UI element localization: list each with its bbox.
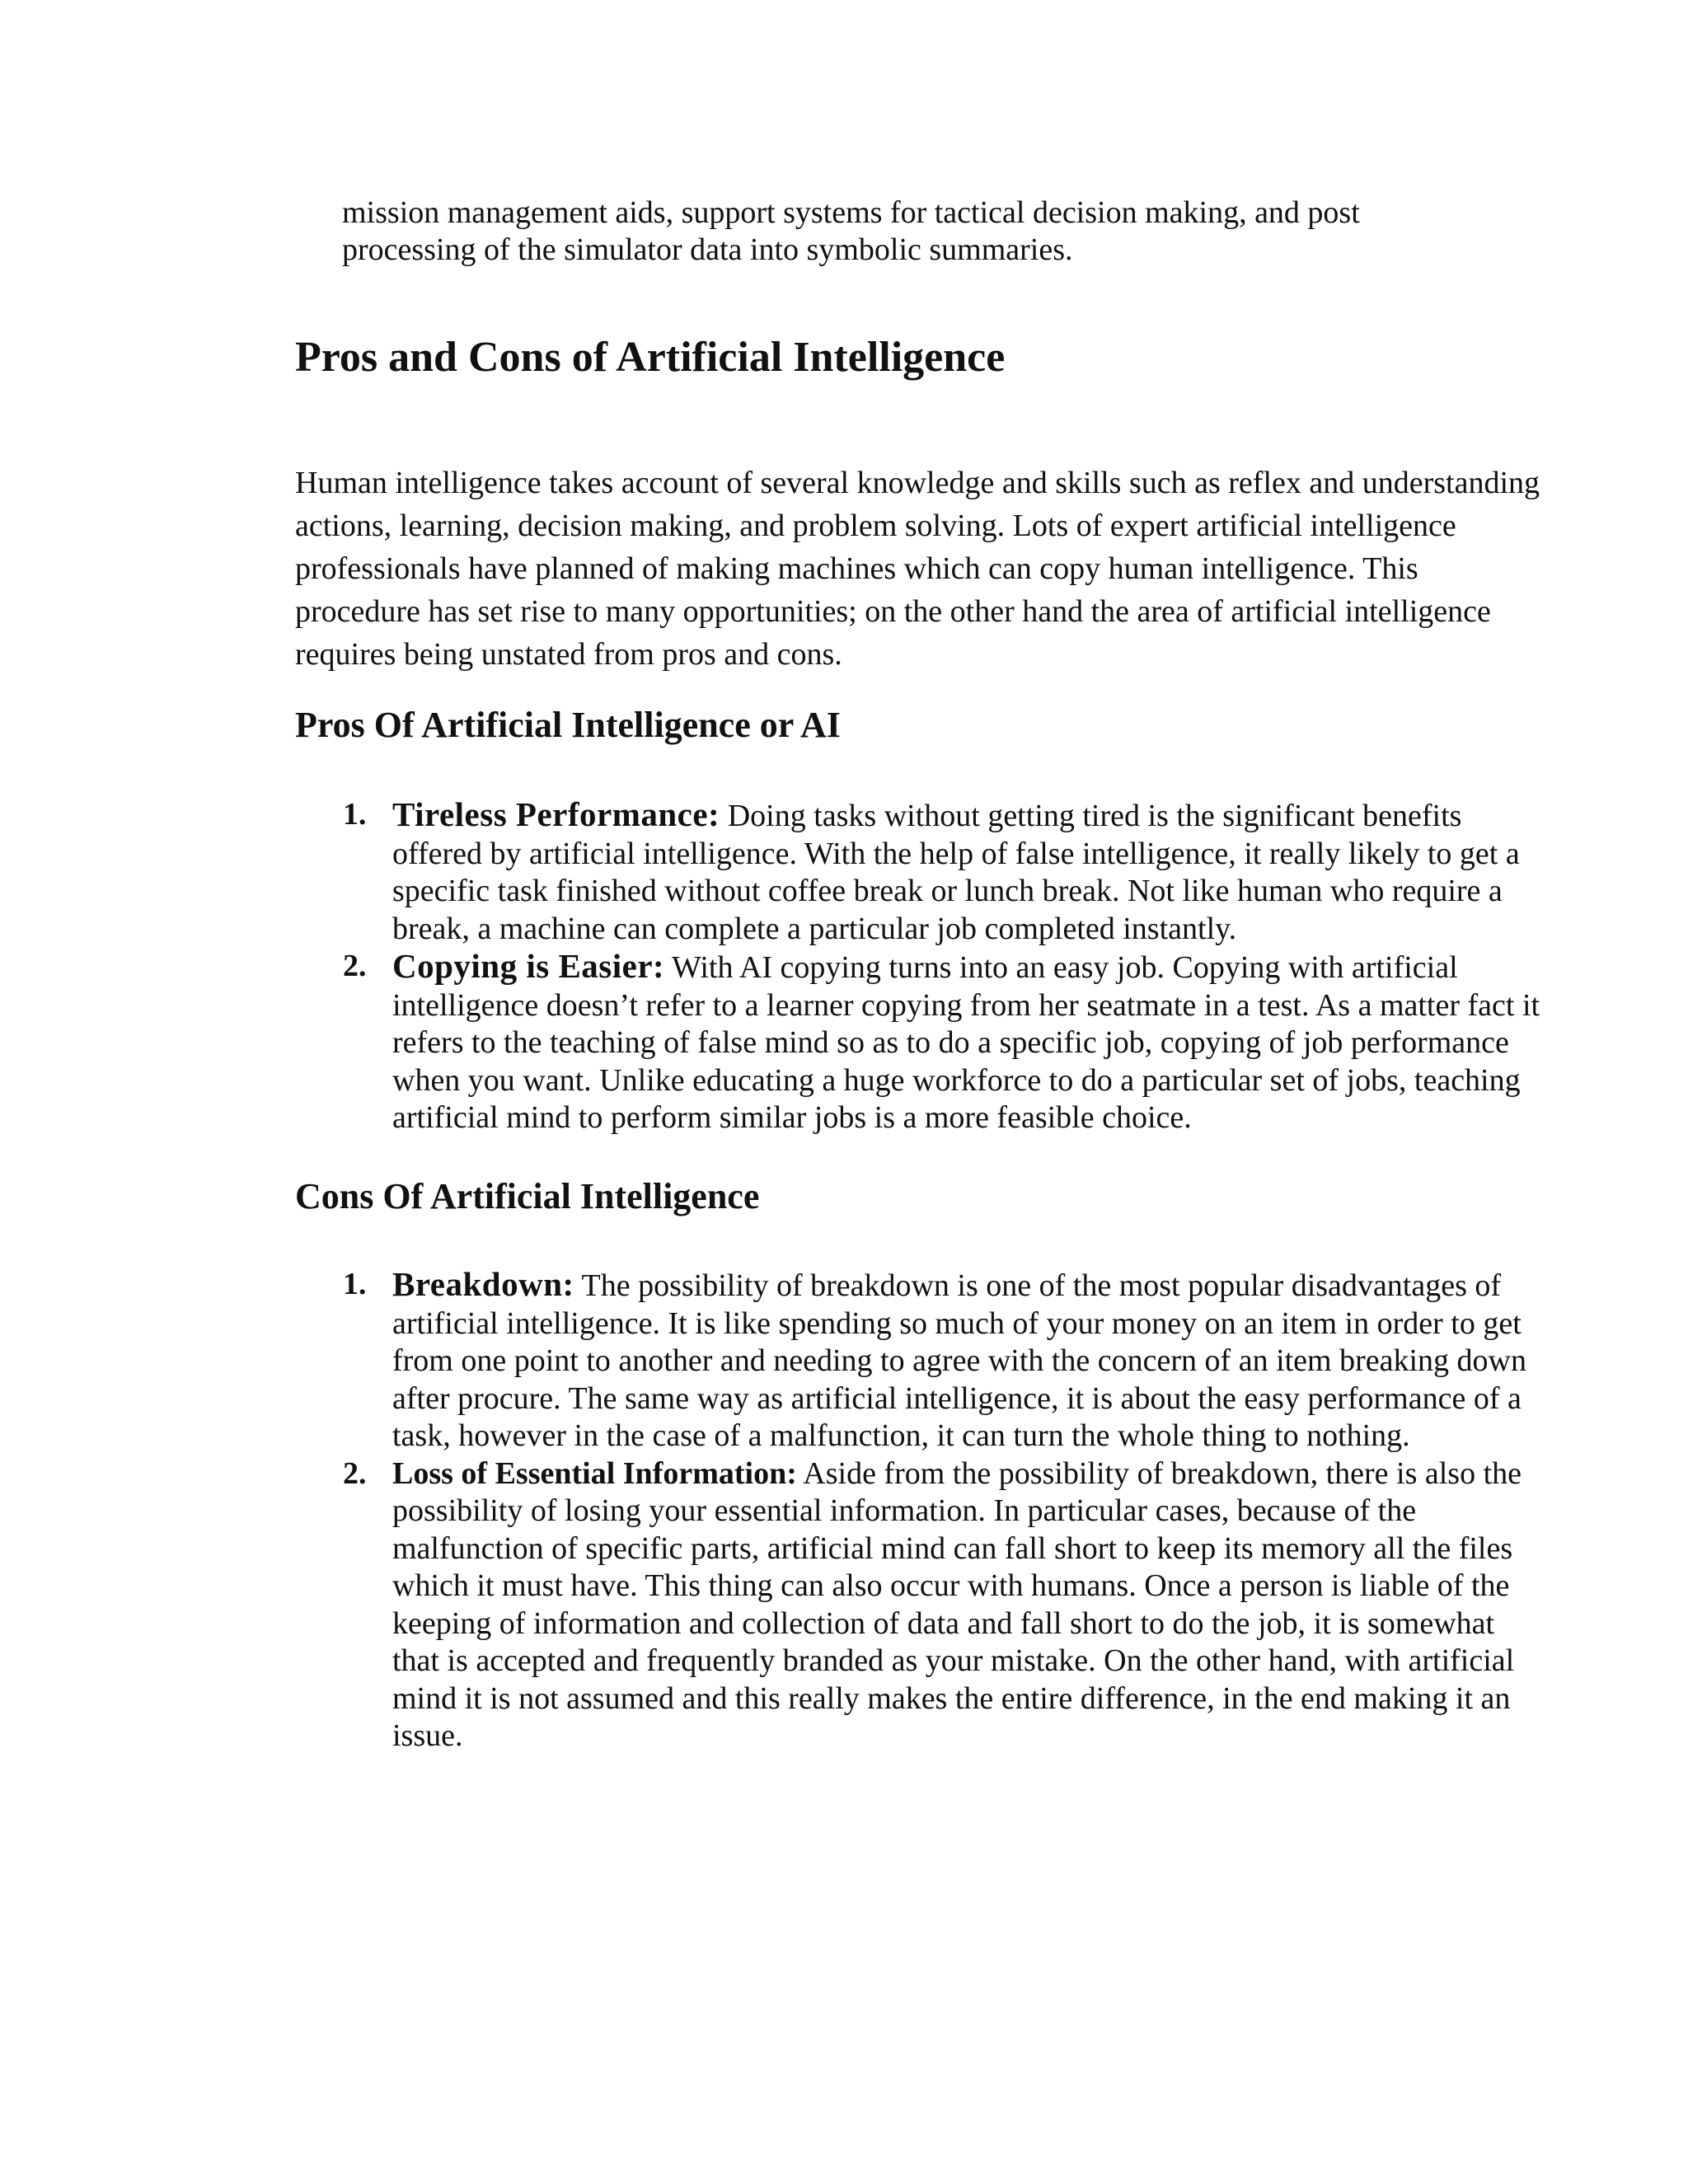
item-number: 1. [343,797,367,832]
item-text: Doing tasks without getting tired is the significant benefits offered by artificial intelligence. With the help of false intelligence, it really likely to get a specific task finished without coffee break or lunch break. Not like human who require a break, a machine can complete a particular job completed instantly. [392,799,1520,946]
item-number: 2. [343,949,367,983]
item-term: Breakdown: [392,1265,574,1303]
item-number: 2. [343,1455,367,1491]
cons-list [295,1266,1548,1755]
item-number: 1. [343,1267,367,1301]
item-term: Loss of Essential Information: [392,1455,797,1491]
pros-list [295,796,1548,1137]
list-item [295,1455,1548,1755]
pros-heading: Pros Of Artificial Intelligence or AI [295,705,841,745]
continuation-paragraph: mission management aids, support systems for tactical decision making, and post processing of the simulator data into symbolic summaries. [342,195,1360,267]
intro-paragraph: Human intelligence takes account of several knowledge and skills such as reflex and understanding actions, learning, decision making, and problem solving. Lots of expert artificial intelligence professionals have planned of making machines which can copy human intelligence. This procedure has set rise to many opportunities; on the other hand the area of artificial intelligence requires being unstated from pros and cons. [295,466,1540,672]
item-term: Copying is Easier: [392,947,665,985]
list-item [295,948,1548,1137]
cons-heading: Cons Of Artificial Intelligence [295,1176,760,1216]
item-term: Tireless Performance: [392,795,720,833]
list-item [295,1266,1548,1455]
item-text: The possibility of breakdown is one of the most popular disadvantages of artificial intelligence. It is like spending so much of your money on an item in order to get from one point to another and needing to agree with the concern of an item breaking down after procure. The same way as artificial intelligence, it is about the easy performance of a task, however in the case of a malfunction, it can turn the whole thing to nothing. [392,1268,1526,1453]
main-heading: Pros and Cons of Artificial Intelligence [295,334,1006,381]
item-text: Aside from the possibility of breakdown, there is also the possibility of losing your essential information. In particular cases, because of the malfunction of specific parts, artificial mind can fall short to keep its memory all the files which it must have. This thing can also occur with humans. Once a person is liable of the keeping of information and collection of data and fall short to do the job, it is somewhat that is accepted and frequently branded as your mistake. On the other hand, with artificial mind it is not assumed and this really makes the entire difference, in the end making it an issue. [392,1455,1522,1753]
list-item [295,796,1548,948]
item-text: With AI copying turns into an easy job. Copying with artificial intelligence doesn’t refer to a learner copying from her seatmate in a test. As a matter fact it refers to the teaching of false mind so as to do a specific job, copying of job performance when you want. Unlike educating a huge workforce to do a particular set of jobs, teaching artificial mind to perform similar jobs is a more feasible choice. [392,950,1540,1135]
